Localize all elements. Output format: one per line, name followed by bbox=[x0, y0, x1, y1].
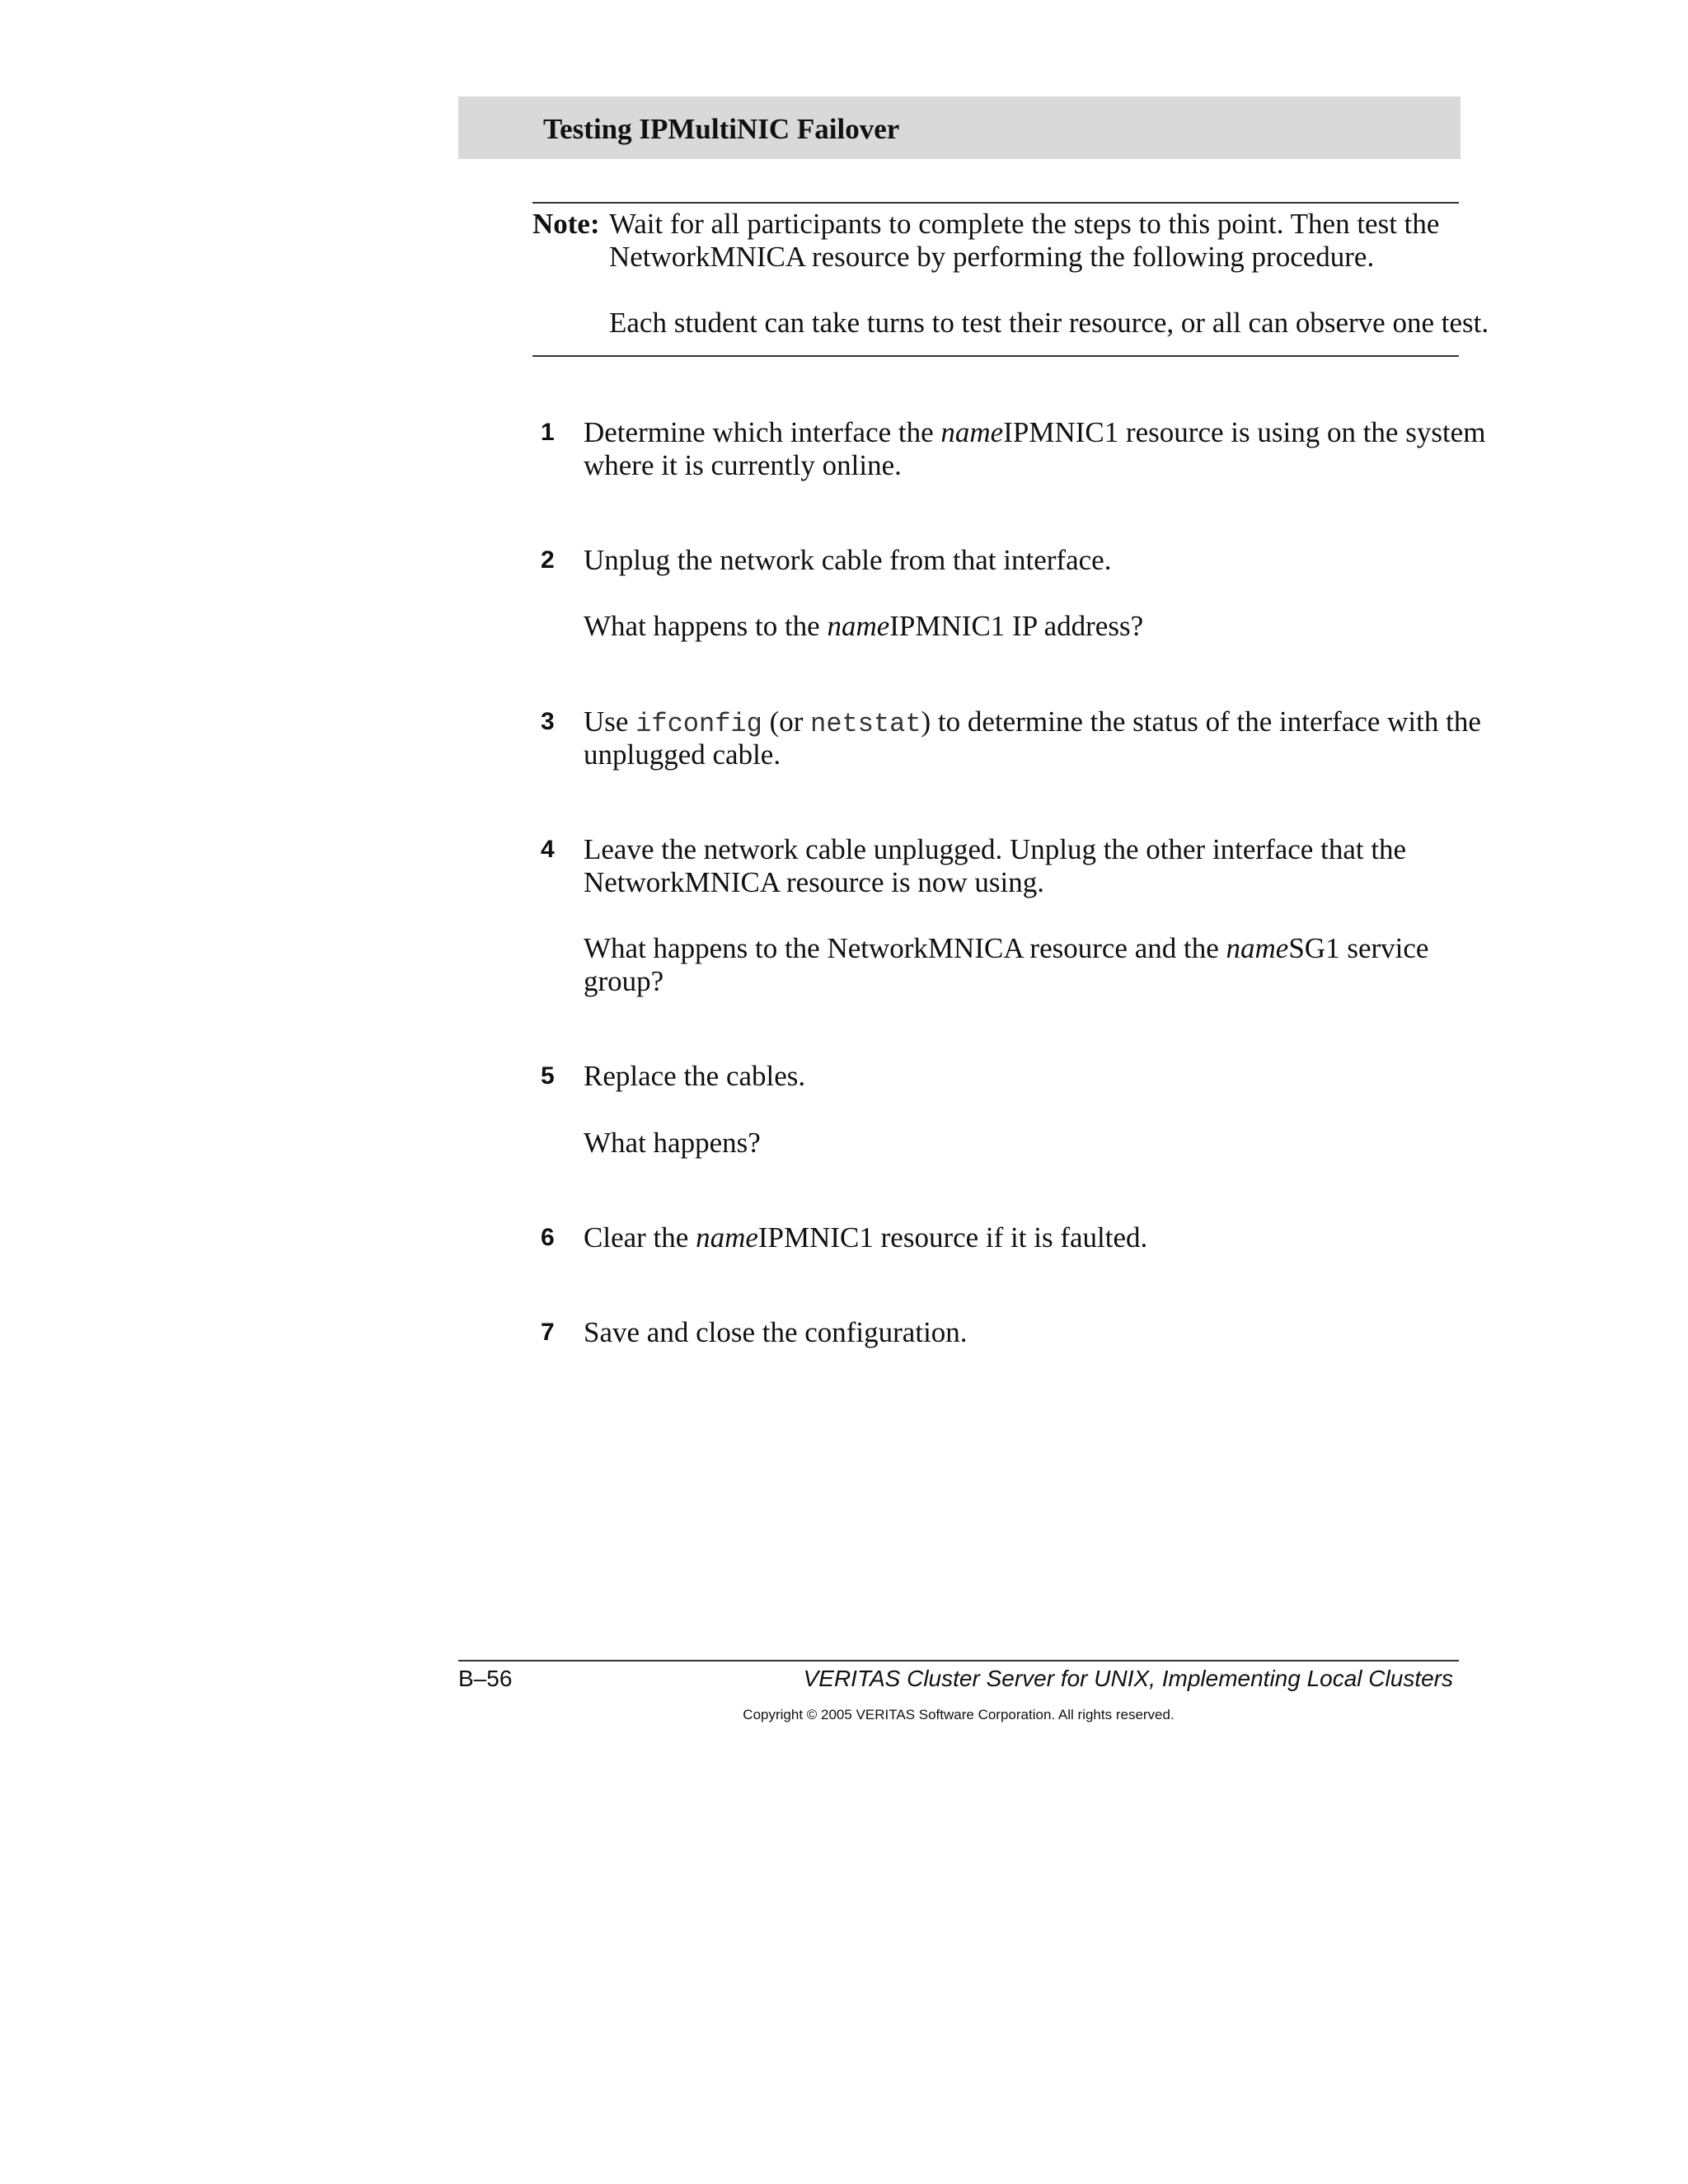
footer-rule bbox=[458, 1660, 1459, 1661]
note-top-rule bbox=[532, 202, 1459, 204]
step-number: 7 bbox=[541, 1319, 555, 1346]
note-line: Wait for all participants to complete the steps to this point. Then test the bbox=[609, 208, 1440, 240]
step-text: NetworkMNICA resource is now using. bbox=[584, 866, 1044, 898]
command-ifconfig: ifconfig bbox=[635, 709, 762, 739]
step-number: 4 bbox=[541, 836, 555, 863]
step-number: 3 bbox=[541, 708, 555, 735]
step-question: What happens to the NetworkMNICA resource and the nameSG1 service bbox=[584, 932, 1429, 964]
command-netstat: netstat bbox=[810, 709, 921, 739]
step-question: What happens? bbox=[584, 1127, 761, 1159]
step-text: unplugged cable. bbox=[584, 738, 781, 771]
step-question: What happens to the nameIPMNIC1 IP address? bbox=[584, 610, 1144, 642]
page-number: B–56 bbox=[458, 1666, 513, 1691]
step-text: Unplug the network cable from that interface. bbox=[584, 544, 1112, 576]
step-text: Determine which interface the nameIPMNIC1 resource is using on the system bbox=[584, 416, 1486, 448]
step-text: Replace the cables. bbox=[584, 1060, 806, 1092]
emphasis-name: name bbox=[696, 1221, 758, 1254]
step-number: 6 bbox=[541, 1224, 555, 1251]
section-heading-band bbox=[458, 96, 1461, 159]
step-text: where it is currently online. bbox=[584, 449, 902, 481]
copyright-notice: Copyright © 2005 VERITAS Software Corporation. All rights reserved. bbox=[743, 1707, 1175, 1722]
emphasis-name: name bbox=[827, 610, 890, 642]
emphasis-name: name bbox=[1226, 932, 1289, 964]
note-bottom-rule bbox=[532, 355, 1459, 357]
step-number: 2 bbox=[541, 546, 555, 574]
step-text: Clear the nameIPMNIC1 resource if it is faulted. bbox=[584, 1221, 1148, 1254]
note-line: Each student can take turns to test their resource, or all can observe one test. bbox=[609, 307, 1489, 339]
step-number: 5 bbox=[541, 1062, 555, 1090]
book-title: VERITAS Cluster Server for UNIX, Implementing Local Clusters bbox=[803, 1666, 1453, 1691]
step-number: 1 bbox=[541, 419, 555, 446]
step-text: Use ifconfig (or netstat) to determine the status of the interface with the bbox=[584, 705, 1481, 739]
step-question: group? bbox=[584, 965, 664, 997]
emphasis-name: name bbox=[940, 416, 1004, 448]
note-label: Note: bbox=[532, 208, 600, 240]
step-text: Leave the network cable unplugged. Unplug the other interface that the bbox=[584, 833, 1407, 865]
step-text: Save and close the configuration. bbox=[584, 1316, 968, 1348]
note-line: NetworkMNICA resource by performing the following procedure. bbox=[609, 241, 1375, 273]
section-title: Testing IPMultiNIC Failover bbox=[543, 113, 900, 145]
